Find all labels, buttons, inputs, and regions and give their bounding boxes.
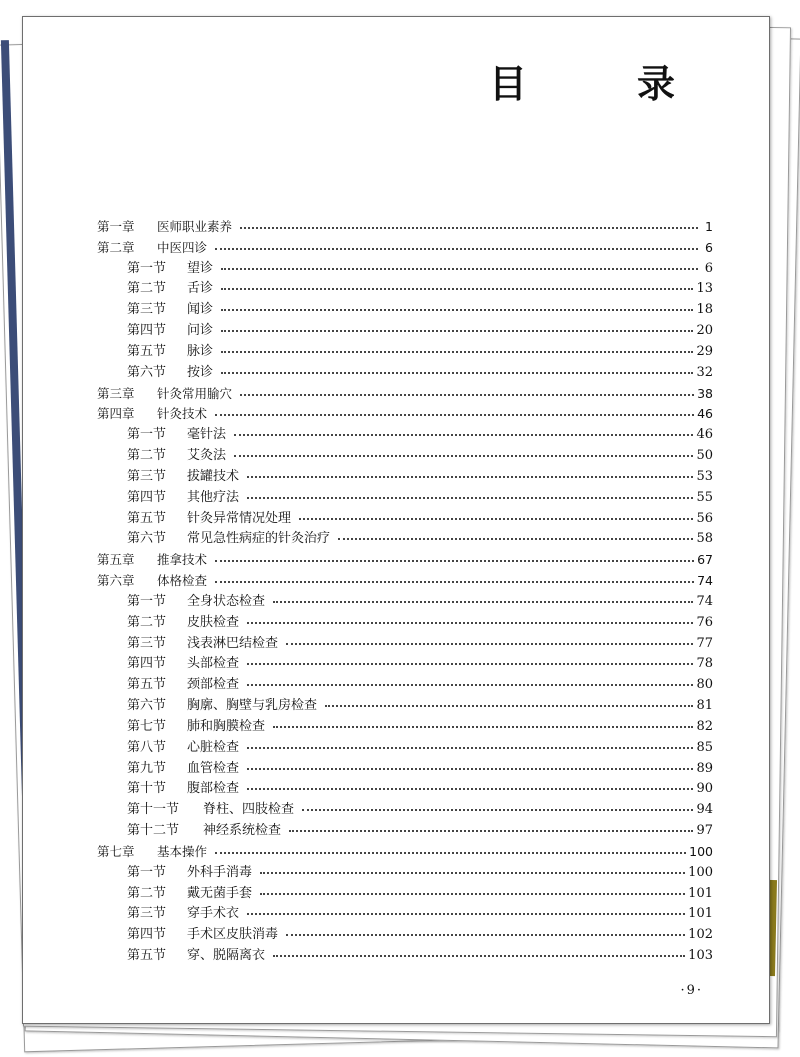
toc-page-number: 18 [696,302,713,318]
toc-section-entry[interactable] [97,800,713,821]
toc-chapter-entry[interactable] [97,571,713,592]
toc-entry-title: 针灸异常情况处理 [187,510,292,526]
toc-section-entry[interactable] [97,529,713,550]
toc-entry-number: 第三节 [127,906,167,922]
toc-entry-title: 医师职业素养 [157,219,233,234]
toc-page-number: 76 [696,614,713,630]
toc-entry-title: 针灸常用腧穴 [157,385,233,401]
toc-entry-title: 按诊 [187,364,214,380]
table-of-contents [97,217,713,967]
toc-entry-number: 第九节 [127,760,167,776]
toc-entry-number: 第六章 [97,573,135,589]
toc-page-number: 6 [704,260,713,276]
dot-leader [215,570,694,583]
toc-page-number: 82 [696,718,713,734]
dot-leader [286,923,685,936]
toc-page-number: 94 [696,802,713,818]
toc-entry-number: 第八节 [127,739,167,755]
dot-leader [247,465,693,478]
toc-entry-number: 第六节 [127,698,167,714]
toc-page-number: 81 [696,698,713,714]
toc-entry-title: 问诊 [187,323,214,339]
toc-chapter-entry[interactable] [97,550,713,571]
toc-entry-title: 头部检查 [187,656,240,672]
dot-leader [273,590,693,603]
toc-entry-number: 第一节 [127,260,167,276]
toc-page-number: 100 [689,843,713,859]
toc-entry-title: 针灸技术 [157,406,208,422]
toc-entry-title: 艾灸法 [187,448,227,464]
toc-page-number: 97 [696,823,713,839]
toc-page-number: 38 [697,385,713,401]
toc-section-entry[interactable] [97,467,713,488]
toc-entry-number: 第十一节 [127,802,180,818]
toc-chapter-entry[interactable] [97,404,713,425]
toc-entry-number: 第五节 [127,947,167,963]
toc-entry-title: 肺和胸膜检查 [187,718,266,734]
toc-entry-number: 第三节 [127,468,167,484]
dot-leader [240,216,698,229]
toc-entry-number: 第六节 [127,364,167,380]
toc-entry-title: 中医四诊 [157,239,208,255]
dot-leader [286,632,693,645]
dot-leader [247,777,693,790]
toc-page-number: 46 [696,427,713,443]
toc-entry-title: 腹部检查 [187,781,240,797]
toc-section-entry[interactable] [97,321,713,342]
toc-page-number: 32 [696,364,713,380]
toc-page-number: 103 [688,947,713,963]
toc-page-number: 56 [696,510,713,526]
toc-entry-number: 第四节 [127,323,167,339]
dot-leader [289,819,693,832]
toc-entry-title: 脉诊 [187,343,214,359]
toc-chapter-entry[interactable] [97,384,713,405]
toc-entry-title: 体格检查 [157,573,208,589]
toc-section-entry[interactable] [97,675,713,696]
dot-leader [260,882,685,895]
toc-section-entry[interactable] [97,300,713,321]
toc-entry-number: 第二节 [127,614,167,630]
toc-section-entry[interactable] [97,509,713,530]
toc-section-entry[interactable] [97,717,713,738]
toc-page-number: 89 [696,760,713,776]
toc-entry-number: 第二节 [127,448,167,464]
toc-page-number: 46 [697,406,713,422]
toc-page-number: 77 [696,635,713,651]
dot-leader [221,340,693,353]
toc-section-entry[interactable] [97,488,713,509]
toc-entry-number: 第六节 [127,531,167,547]
toc-entry-number: 第二章 [97,239,135,255]
toc-page-number: 74 [696,593,713,609]
toc-page-number: 50 [696,448,713,464]
toc-entry-number: 第三节 [127,302,167,318]
dot-leader [247,736,693,749]
toc-entry-title: 心脏检查 [187,739,240,755]
dot-leader [302,798,693,811]
toc-entry-number: 第七节 [127,718,167,734]
toc-page-number: 6 [705,239,713,255]
dot-leader [260,861,685,874]
dot-leader [325,694,693,707]
toc-entry-title: 穿、脱隔离衣 [187,947,266,963]
toc-entry-number: 第二节 [127,281,167,297]
toc-entry-number: 第七章 [97,843,135,859]
toc-section-entry[interactable] [97,779,713,800]
dot-leader [273,944,685,957]
toc-entry-number: 第四节 [127,489,167,505]
toc-section-entry[interactable] [97,863,713,884]
document-page [22,16,770,1024]
toc-section-entry[interactable] [97,925,713,946]
dot-leader [247,902,685,915]
toc-entry-title: 戴无菌手套 [187,885,253,901]
toc-entry-title: 浅表淋巴结检查 [187,635,279,651]
toc-entry-number: 第四节 [127,927,167,943]
toc-page-number: 29 [696,343,713,359]
toc-page-number: 1 [705,219,713,234]
toc-entry-number: 第四章 [97,406,135,422]
toc-entry-number: 第三章 [97,385,135,401]
dot-leader [215,403,694,416]
page-title: 目 录 [488,62,711,106]
toc-entry-title: 毫针法 [187,427,227,443]
toc-section-entry[interactable] [97,654,713,675]
toc-entry-number: 第五节 [127,343,167,359]
toc-page-number: 100 [688,864,713,880]
toc-section-entry[interactable] [97,446,713,467]
toc-section-entry[interactable] [97,279,713,300]
dot-leader [221,277,693,290]
toc-page-number: 67 [697,552,713,568]
toc-entry-number: 第三节 [127,635,167,651]
dot-leader [240,383,694,396]
dot-leader [247,673,693,686]
toc-entry-number: 第五章 [97,552,135,568]
dot-leader [299,507,693,520]
toc-section-entry[interactable] [97,821,713,842]
toc-section-entry[interactable] [97,884,713,905]
toc-entry-title: 闻诊 [187,302,214,318]
dot-leader [215,549,694,562]
toc-page-number: 55 [696,489,713,505]
toc-section-entry[interactable] [97,738,713,759]
toc-page-number: 74 [697,573,713,589]
dot-leader [221,257,698,270]
toc-page-number: 101 [688,906,713,922]
dot-leader [247,652,693,665]
dot-leader [247,757,693,770]
toc-section-entry[interactable] [97,363,713,384]
toc-entry-number: 第十二节 [127,823,180,839]
toc-page-number: 78 [696,656,713,672]
toc-entry-title: 皮肤检查 [187,614,240,630]
toc-page-number: 80 [696,677,713,693]
toc-entry-title: 胸廓、胸壁与乳房检查 [187,698,318,714]
toc-entry-title: 全身状态检查 [187,593,266,609]
toc-entry-number: 第一节 [127,427,167,443]
toc-entry-number: 第五节 [127,677,167,693]
toc-entry-number: 第四节 [127,656,167,672]
dot-leader [234,423,693,436]
toc-section-entry[interactable] [97,259,713,280]
dot-leader [247,611,693,624]
toc-entry-title: 拔罐技术 [187,468,240,484]
toc-section-entry[interactable] [97,904,713,925]
dot-leader [234,444,693,457]
toc-entry-title: 脊柱、四肢检查 [203,802,295,818]
toc-entry-title: 基本操作 [157,843,208,859]
toc-entry-title: 常见急性病症的针灸治疗 [187,531,331,547]
toc-page-number: 101 [688,885,713,901]
toc-entry-number: 第十节 [127,781,167,797]
toc-section-entry[interactable] [97,592,713,613]
toc-entry-title: 穿手术衣 [187,906,240,922]
toc-entry-number: 第一节 [127,593,167,609]
toc-entry-title: 神经系统检查 [203,823,282,839]
dot-leader [247,486,693,499]
toc-chapter-entry[interactable] [97,842,713,863]
toc-entry-title: 其他疗法 [187,489,240,505]
toc-entry-number: 第一节 [127,864,167,880]
toc-page-number: 102 [688,927,713,943]
toc-page-number: 85 [696,739,713,755]
page-number: ·9· [680,983,703,998]
toc-entry-title: 颈部检查 [187,677,240,693]
toc-page-number: 53 [696,468,713,484]
toc-section-entry[interactable] [97,425,713,446]
toc-entry-title: 手术区皮肤消毒 [187,927,279,943]
toc-entry-title: 望诊 [187,260,214,276]
toc-section-entry[interactable] [97,946,713,967]
toc-section-entry[interactable] [97,342,713,363]
dot-leader [221,361,693,374]
toc-page-number: 20 [696,323,713,339]
dot-leader [215,237,698,250]
toc-section-entry[interactable] [97,696,713,717]
dot-leader [338,527,693,540]
toc-page-number: 13 [696,281,713,297]
toc-entry-number: 第一章 [97,219,135,234]
dot-leader [221,298,693,311]
toc-section-entry[interactable] [97,634,713,655]
toc-entry-title: 舌诊 [187,281,214,297]
toc-section-entry[interactable] [97,613,713,634]
dot-leader [221,319,693,332]
toc-entry-title: 外科手消毒 [187,864,253,880]
toc-page-number: 90 [696,781,713,797]
dot-leader [273,715,693,728]
toc-section-entry[interactable] [97,759,713,780]
toc-entry-title: 血管检查 [187,760,240,776]
dot-leader [215,841,686,854]
toc-entry-number: 第五节 [127,510,167,526]
toc-page-number: 58 [696,531,713,547]
toc-entry-title: 推拿技术 [157,552,208,568]
toc-chapter-entry[interactable] [97,238,713,259]
toc-chapter-entry[interactable] [97,217,713,238]
toc-entry-number: 第二节 [127,885,167,901]
